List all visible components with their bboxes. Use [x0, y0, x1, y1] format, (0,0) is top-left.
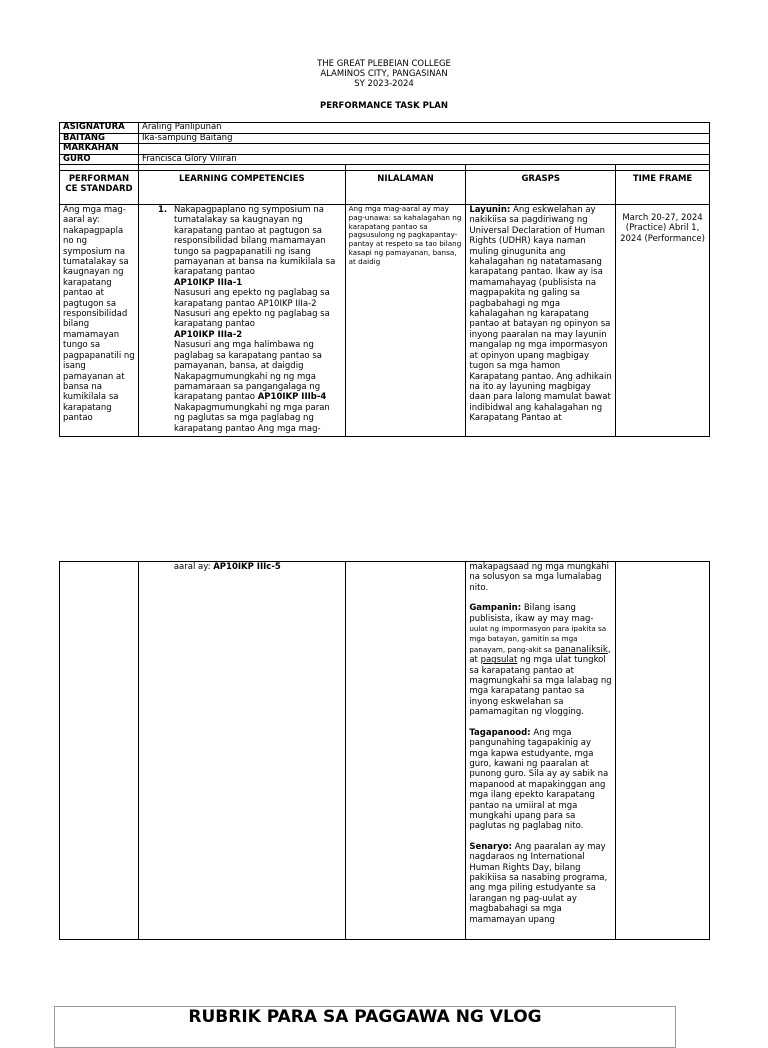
time-frame-cell: March 20-27, 2024 (Practice) Abril 1, 2024 (Performance)	[616, 205, 710, 437]
lc-item-3: Nasusuri ang mga halimbawa ng paglabag sa karapatang pantao sa pamayanan, bansa, at daigdig Nakapagmumungkahi ng ng mga pamamaraan sa pangangalaga ng karapatang pantao	[173, 340, 322, 403]
col-performance-standard: PERFORMAN CE STANDARD	[60, 171, 139, 205]
markahan-value	[139, 144, 710, 155]
guro-value: Francisca Glory Viliran	[139, 154, 710, 165]
school-location: ALAMINOS CITY, PANGASINAN	[320, 69, 448, 79]
school-name: THE GREAT PLEBEIAN COLLEGE	[317, 59, 451, 69]
performance-standard-cell: Ang mga mag-aaral ay: nakapagpapla no ng symposium na tumatalakay sa kaugnayan ng karapatang pantao at pagtugon sa responsibilidad bilang mamamayan tungo sa pagpapanatili ng isang pamayanan at bansa na kumikilala sa karapatang pantao	[60, 205, 139, 437]
gampanin-underline-2: pagsulat	[480, 655, 518, 666]
grasps-cell	[466, 205, 616, 437]
lc-cont-text: aaral ay:	[173, 562, 211, 572]
task-plan-table	[59, 165, 710, 437]
gampanin-text-b: uulat ng impormasyon para ipakita sa mga batayan, gamitin sa mga panayam, pang-akit sa	[469, 624, 607, 654]
lc-code-1: AP10IKP IIIa-1	[173, 277, 243, 288]
time-frame-cont	[616, 562, 710, 940]
grasps-cont-cell	[466, 562, 616, 940]
lc-code-2: AP10IKP IIIa-2	[173, 329, 243, 340]
lc-code-3: AP10IKP IIIb-4	[257, 392, 327, 403]
col-learning-competencies: LEARNING COMPETENCIES	[138, 171, 345, 205]
gampanin-text-a: Bilang isang publisista, ikaw ay may mag-	[469, 603, 594, 624]
learning-competencies-cont	[138, 562, 345, 940]
asignatura-label: ASIGNATURA	[60, 123, 139, 134]
asignatura-value: Araling Panlipunan	[139, 123, 710, 134]
lc-item-2: Nasusuri ang epekto ng paglabag sa karapatang pantao AP10IKP IIIa-2 Nasusuri ang epekto ng paglabag sa karapatang pantao	[173, 288, 330, 330]
learning-competencies-cell	[138, 205, 345, 437]
nilalaman-cont	[345, 562, 466, 940]
tagapanood-label: Tagapanood:	[469, 727, 531, 738]
grasps-continuation: makapagsaad ng mga mungkahi na solusyon sa mga lumalabag nito.	[469, 562, 609, 593]
lc-code-5: AP10IKP IIIc-5	[213, 562, 281, 572]
layunin-label: Layunin:	[469, 205, 511, 215]
gampanin-text-mid: , at	[469, 644, 611, 666]
senaryo-label: Senaryo:	[469, 841, 512, 852]
col-grasps: GRASPS	[466, 171, 616, 205]
performance-standard-cont	[60, 562, 139, 940]
senaryo-section	[469, 842, 612, 925]
senaryo-text: Ang paaralan ay may nagdaraos ng International Human Rights Day, bilang pakikiisa sa nasabing programa, ang mga piling estudyante sa larangan ng pag-uulat ay magbabahagi sa mga mamamayan upang	[469, 841, 608, 925]
gampanin-section	[469, 603, 612, 717]
col-nilalaman: NILALAMAN	[345, 171, 466, 205]
layunin-text: Ang eskwelahan ay nakikiisa sa pagdiriwang ng Universal Declaration of Human Rights (UDHR) kaya naman muling ginugunita ang kahalagahan ng natatamasang karapatang pantao. Ikaw ay isa mamamahayag (publisista na magpapakita ng galing sa pagbabahagi ng mga kahalagahan ng karapatang pantao at batayan ng opinyon sa inyong paaralan na may layunin mangalap ng mga impormasyon at opinyon upang magbigay tugon sa mga hamon Karapatang pantao. Ang adhikain na ito ay layuning magbigay daan para lalong mamulat bawat indibidwal ang kahalagahan ng Karapatang Pantao at	[469, 205, 612, 424]
baitang-value: Ika-sampung Baitang	[139, 133, 710, 144]
info-table	[59, 122, 710, 165]
tagapanood-text: Ang mga pangunahing tagapakinig ay mga kapwa estudyante, mga guro, kawani ng paaralan at punong guro. Sila ay ay sabik na mapanood at mapakinggan ang mga ilang epekto karapatang pantao na umiiral at mga mungkahi upang para sa paglutas ng paglabag nito.	[469, 727, 609, 832]
rubric-title: RUBRIK PARA SA PAGGAWA NG VLOG	[54, 1006, 676, 1048]
col-time-frame: TIME FRAME	[616, 171, 710, 205]
lc-number: 1.	[157, 205, 168, 215]
tagapanood-section	[469, 728, 612, 832]
gampanin-label: Gampanin:	[469, 603, 522, 614]
baitang-label: BAITANG	[60, 133, 139, 144]
gampanin-text-c: ng mga ulat tungkol sa	[469, 655, 606, 676]
lc-item-1: Nakapagpaplano ng symposium na tumatalakay sa kaugnayan ng karapatang pantao at pagtugon sa responsibilidad bilang mamamayan tungo sa pagpapanatili ng isang pamayanan at bansa na kumikilala sa karapatang pantao	[173, 205, 336, 278]
school-year: SY 2023-2024	[354, 79, 414, 89]
guro-label: GURO	[60, 154, 139, 165]
gampanin-underline-1: pananaliksik	[554, 644, 608, 655]
markahan-label: MARKAHAN	[60, 144, 139, 155]
lc-item-4: Nakapagmumungkahi ng mga paran ng paglutas sa mga paglabag ng karapatang pantao Ang mga mag-	[173, 402, 330, 434]
nilalaman-cell: Ang mga mag-aaral ay may pag-unawa: sa kahalagahan ng karapatang pantao sa pagsusulong ng pagkapantay-pantay at respeto sa tao bilang kasapi ng pamayanan, bansa, at daidig	[345, 205, 466, 437]
gampanin-text-d: karapatang pantao at magmungkahi sa mga lalabag ng mga karapatang pantao sa inyong eskwelahan sa pamamagitan ng vlogging.	[469, 665, 612, 718]
document-title: PERFORMANCE TASK PLAN	[319, 101, 449, 111]
task-plan-table-continued	[59, 561, 710, 940]
